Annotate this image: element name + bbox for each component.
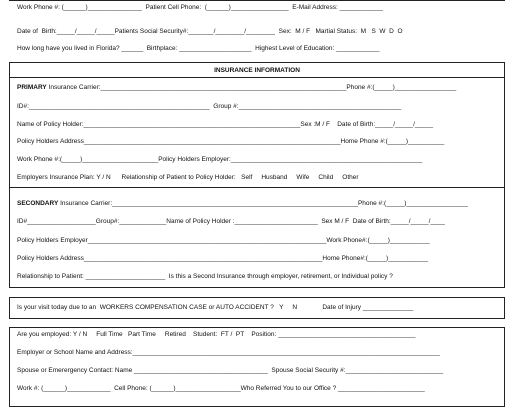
secondary-employer-row: Policy Holders Employer__________________________________________________________________Work Phone#:(_____)___________ [17, 237, 430, 244]
work-cell-referral-row: Work #: (______)____________ Cell Phone: (______)__________________Who Referred You to our Office ? ________________________ [17, 385, 425, 392]
primary-heading: PRIMARY [17, 84, 47, 91]
secondary-heading: SECONDARY [17, 200, 59, 207]
top-border-line [9, 0, 505, 1]
secondary-id-group-row: ID#___________________Group#:_____________Name of Policy Holder :_______________________ Sex M / F Date of Birth:_____/_____/____ [17, 218, 445, 225]
secondary-carrier-row [17, 200, 468, 208]
primary-id-group-row: ID#:__________________________________________________ Group #:_____________________________________________ [17, 103, 402, 110]
birth-ssn-row: Date of Birth:_____/_____/_____Patients Social Security#:_______/________/________ Sex: M / F Martial Status: M S W D O [17, 28, 403, 35]
insurance-section-title: INSURANCE INFORMATION [214, 67, 300, 74]
secondary-address-row: Policy Holders Address__________________________________________________________________Home Phone#:(_____)___________ [17, 255, 428, 262]
primary-carrier-row [17, 84, 456, 92]
primary-policy-holder-row: Name of Policy Holder:____________________________________________________________Sex :M / F Date of Birth:_____/_____/_____ [17, 121, 433, 128]
primary-employers-plan-row: Employers Insurance Plan: Y / N Relationship of Patient to Policy Holder: Self Husband Wife Child Other [17, 174, 359, 181]
secondary-relationship-row: Relationship to Patient: ______________________ Is this a Second Insurance through employer, retirement, or Individual policy ? [17, 273, 393, 280]
secondary-carrier-text: Insurance Carrier:____________________________________________________________________Phone #:(_____)_________________ [58, 200, 468, 207]
insurance-title-divider [10, 77, 504, 78]
primary-carrier-text: Insurance Carrier:____________________________________________________________________Phone #:(_____)_________________ [46, 84, 457, 91]
primary-work-employer-row: Work Phone #:(_____)_____________________Policy Holders Employer:_____________________________________________________ [17, 156, 423, 163]
spouse-contact-row: Spouse or Emerergency Contact: Name _____________________________________ Spouse Social Security #:___________________________ [17, 367, 444, 374]
work-phone-row: Work Phone #: (______)_______________ Patient Cell Phone: (______)________________ E-Mail Address: ____________ [17, 4, 383, 11]
florida-education-row: How long have you lived in Florida? ______ Birthplace: ____________________ Highest Level of Education: ____________ [17, 45, 380, 52]
employment-status-row: Are you employed: Y / N Full Time Part Time Retired Student: FT / PT Position: ______________________________________ [17, 331, 416, 338]
primary-address-row: Policy Holders Address_______________________________________________________________________Home Phone #:(_____)__________ [17, 138, 445, 145]
employer-school-row: Employer or School Name and Address:_____________________________________________________________________________________ [17, 349, 440, 356]
visit-reason-row: Is your visit today due to an WORKERS COMPENSATION CASE or AUTO ACCIDENT ? Y N Date of Injury ______________ [17, 304, 414, 311]
primary-secondary-divider [10, 187, 504, 188]
